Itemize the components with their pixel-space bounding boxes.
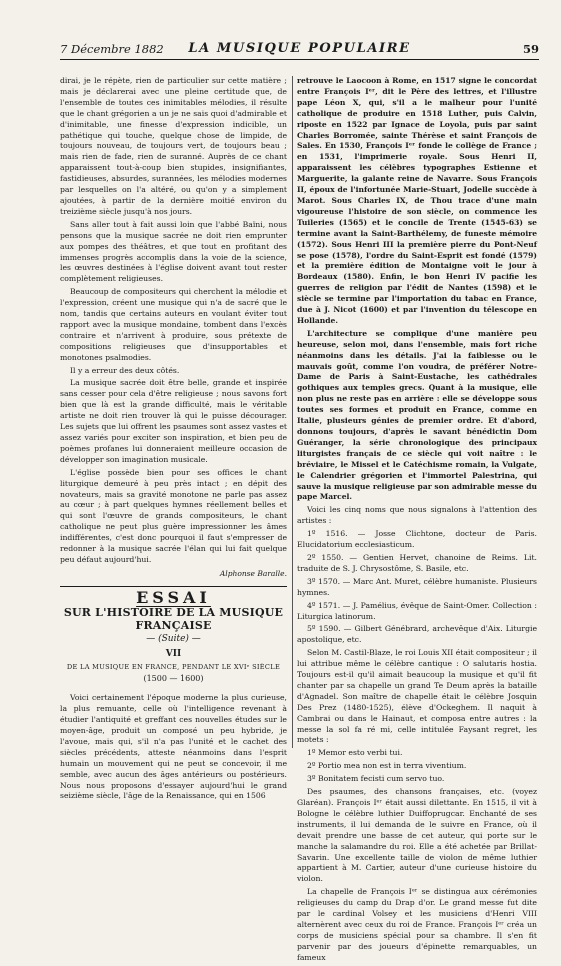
left-paragraph: Beaucoup de compositeurs qui cherchent la mélodie et l'expression, créent une musique qui n'a de sacré que le nom, tandis que certains auteurs en voulant éviter tout rapport avec la musique mondaine, tombent dans l'excès contraire et n'arrivent à produire, sous prétexte de compositions religieuses que d'insupportables et monotones psalmodies. <box>60 287 287 362</box>
issue-date: 7 Décembre 1882 <box>60 42 164 56</box>
motet-entry: 1º Memor esto verbi tui. <box>307 748 403 758</box>
right-paragraph: La chapelle de François Iᵉʳ se distingua aux cérémonies religieuses du camp du Drap d'or. Le grand messe fut dite par le cardinal Volsey et les musiciens d'Henri VIII alternèrent avec ceux du roi de France. François Iᵉʳ créa un corps de musiciens spécial pour sa chambre. Il s'en fit parvenir par des joueurs d'épinette remarquables, un fameux <box>297 887 537 962</box>
left-paragraph: L'église possède bien pour ses offices le chant liturgique demeuré à peu près intact ; en dépit des novateurs, mais sa gravité monotone ne parle pas assez au cœur ; à part quelques hymnes réellement belles et qui sont l'œuvre de grands compositeurs, le chant catholique ne peut plus guère impressionner les âmes indifférentes, c'est donc pourquoi il faut s'empresser de redonner à la musique sacrée l'élan qui lui fait quelque peu défaut aujourd'hui. <box>60 467 287 564</box>
page-number: 59 <box>522 42 539 56</box>
liturgist-entry: 2º 1550. — Gentien Hervet, chanoine de Reims. Lit. traduite de S. J. Chrysostôme, S. Basile, etc. <box>297 552 537 573</box>
essai-paragraph: Voici certainement l'époque moderne la plus curieuse, la plus remuante, celle où l'intelligence revenant à étudier l'antiquité et greffant ces nouvelles études sur le moyen-âge, produit un composé un peu hybride, je l'avoue, mais qui, s'il n'a pas l'unité et le cachet des siècles précédents, atteste néanmoins dans l'esprit humain un mouvement qui ne peut se concevoir, il me semble, avec aucun des âges antérieurs ou postérieurs. Nous nous proposons d'essayer aujourd'hui le grand seizième siècle, l'âge de la Renaissance, qui en 1506 <box>60 693 287 801</box>
chapter-number: VII <box>165 648 182 659</box>
journal-title: LA MUSIQUE POPULAIRE <box>188 41 411 56</box>
liturgist-entry: 1º 1516. — Josse Clichtone, docteur de Paris. Elucidatorium ecclesiasticum. <box>297 529 537 550</box>
right-paragraph: Des psaumes, des chansons françaises, etc. (voyez Glaréan). François Iᵉʳ était aussi dilettante. En 1515, il vit à Bologne le célèbre luthier Duiffoprugcar. Enchanté de ses instruments, il lui demanda de le suivre en France, où il devait prendre une basse de cet auteur, qui porte sur le manche la salamandre du roi. Elle a été achetée par Brillat-Savarin. Une excellente taille de violon de même luthier appartient à M. Cartier, auteur d'une curieuse histoire du violon. <box>297 787 537 884</box>
right-paragraph: Voici les cinq noms que nous signalons à l'attention des artistes : <box>297 505 537 526</box>
left-paragraph: La musique sacrée doit être belle, grande et inspirée sans cesser pour cela d'être religieuse ; nous savons fort bien que là est la grande difficulté, mais le véritable artiste ne doit rien trouver là qui le puisse décourager. Les sujets que lui offrent les psaumes sont assez vastes et assez variés pour exciter son inspiration, et bien peu de poèmes profanes lui donneraient meilleure occasion de développer son imagination musicale. <box>60 378 287 464</box>
left-column <box>60 76 287 804</box>
page-header <box>60 42 539 72</box>
liturgist-entry: 5º 1590. — Gilbert Génébrard, archevêque d'Aix. Liturgie apostolique, etc. <box>297 624 537 645</box>
left-paragraph: Sans aller tout à fait aussi loin que l'abbé Baïni, nous pensons que la musique sacrée ne doit rien emprunter aux pompes des théâtres, et que tout en profitant des immenses progrès accomplis dans la voie de la science, les œuvres destinées à l'église doivent avant tout rester complètement religieuses. <box>60 219 287 284</box>
right-paragraph: Selon M. Castil-Blaze, le roi Louis XII était compositeur ; il lui attribue même le célèbre cantique : O salutaris hostia. Toujours est-il qu'il aimait beaucoup la musique et qu'il fit chanter par sa chapelle un grand Te Deum après la bataille d'Agnadel. Son maître de chapelle était le célèbre Josquin Des Prez (1480-1525), élève d'Ockeghem. Il naquit à Cambrai ou dans le Hainaut, et composa entre autres : la messe la sol fa ré mi, celle intitulée Faysant regret, les motets : <box>297 648 537 745</box>
left-paragraph: dirai, je le répète, rien de particulier sur cette matière ; mais je déclarerai avec une pleine certitude que, de l'ensemble de toutes ces inimitables mélodies, il résulte que le chant grégorien a un je ne sais quoi d'admirable et d'inimitable, une finesse d'expression indicible, un pathétique qui touche, quelque chose de limpide, de toujours nouveau, de toujours vert, de toujours beau ; mais rien de fade, rien de suranné. Auprès de ce chant apparaissent tout-à-coup bien stupides, insignifiantes, fastidieuses, absurdes, surannées, les mélodies modernes par lesquelles on l'a altéré, ou qu'on y a simplement ajoutées, à partir de la dernière moitié environ du treizième siècle jusqu'à nos jours. <box>60 76 287 216</box>
section-divider <box>60 586 287 587</box>
motet-entry: 2º Portio mea non est in terra viventium. <box>307 761 467 771</box>
essai-heading: ESSAI <box>136 587 211 607</box>
right-paragraph: retrouve le Laocoon à Rome, en 1517 signe le concordat entre François Iᵉʳ, dit le Père des lettres, et l'illustre pape Léon X, qui, s'il a le malheur pour l'unité catholique de produire en 1518 Luther, puis Calvin, riposte en 1522 par Ignace de Loyola, puis par saint Charles Borromée, sainte Thérèse et saint François de Sales. En 1530, François Iᵉʳ fonde le collège de France ; en 1531, l'imprimerie royale. Sous Henri II, apparaissent les célèbres typographes Estienne et Marguerite, la galante reine de Navarre. Sous François II, époux de l'infortunée Marie-Stuart, Jodelle succède à Marot. Sous Charles IX, de Thou trace d'une main vigoureuse l'histoire de son siècle, on commence les Tuileries (1565) et le concile de Trente (1545-63) se termine avant la Saint-Barthélemy, de funeste mémoire (1572). Sous Henri III la première pierre du Pont-Neuf se pose (1578), l'ordre du Saint-Esprit est fondé (1579) et la première édition de Montaigne voit le jour à Bordeaux (1580). Enfin, le bon Henri IV pacifie les guerres de religion par l'édit de Nantes (1598) et le siècle se termine par l'importation du tabac en France, due à J. Nicot (1600) et par l'invention du télescope en Hollande. <box>297 76 537 325</box>
article-signature: Alphonse Baralle. <box>219 568 287 578</box>
liturgist-entry: 4º 1571. — J. Pamélius, évêque de Saint-Omer. Collection : Liturgica latinorum. <box>297 600 537 621</box>
motet-entry: 3º Bonitatem fecisti cum servo tuo. <box>307 774 445 784</box>
header-rule <box>60 59 539 60</box>
right-bold-section <box>297 76 537 503</box>
liturgist-entry: 3º 1570. — Marc Ant. Muret, célèbre humaniste. Plusieurs hymnes. <box>297 576 537 597</box>
essai-title: SUR L'HISTOIRE DE LA MUSIQUE FRANÇAISE <box>63 605 284 632</box>
chapter-years: (1500 — 1600) <box>143 674 204 684</box>
essai-suite: — (Suite) — <box>146 633 201 644</box>
column-divider <box>292 76 293 748</box>
right-column <box>297 76 537 966</box>
chapter-subtitle: DE LA MUSIQUE EN FRANCE, PENDANT LE XVIᵉ SIÈCLE <box>66 662 281 671</box>
right-paragraph: L'architecture se complique d'une manière peu heureuse, selon moi, dans l'ensemble, mais fort riche néanmoins dans les détails. J'ai la faiblesse ou le mauvais goût, comme l'on voudra, de préférer Notre-Dame de Paris à Saint-Eustache, les cathédrales gothiques aux temples grecs. Quant à la musique, elle non plus ne reste pas en arrière : elle se développe sous toutes ses formes et produit en France, comme en Italie, plusieurs génies de premier ordre. Et d'abord, donnons toujours, d'après le savant bénédictin Dom Guéranger, la série chronologique des principaux liturgistes français de ce siècle qui voit naître : le bréviaire, le Missel et le Catéchisme romain, la Vulgate, le Calendrier grégorien et l'immortel Palestrina, qui sauve la musique religieuse par son admirable messe du pape Marcel. <box>297 328 537 502</box>
left-paragraph: Il y a erreur des deux côtés. <box>70 365 180 375</box>
